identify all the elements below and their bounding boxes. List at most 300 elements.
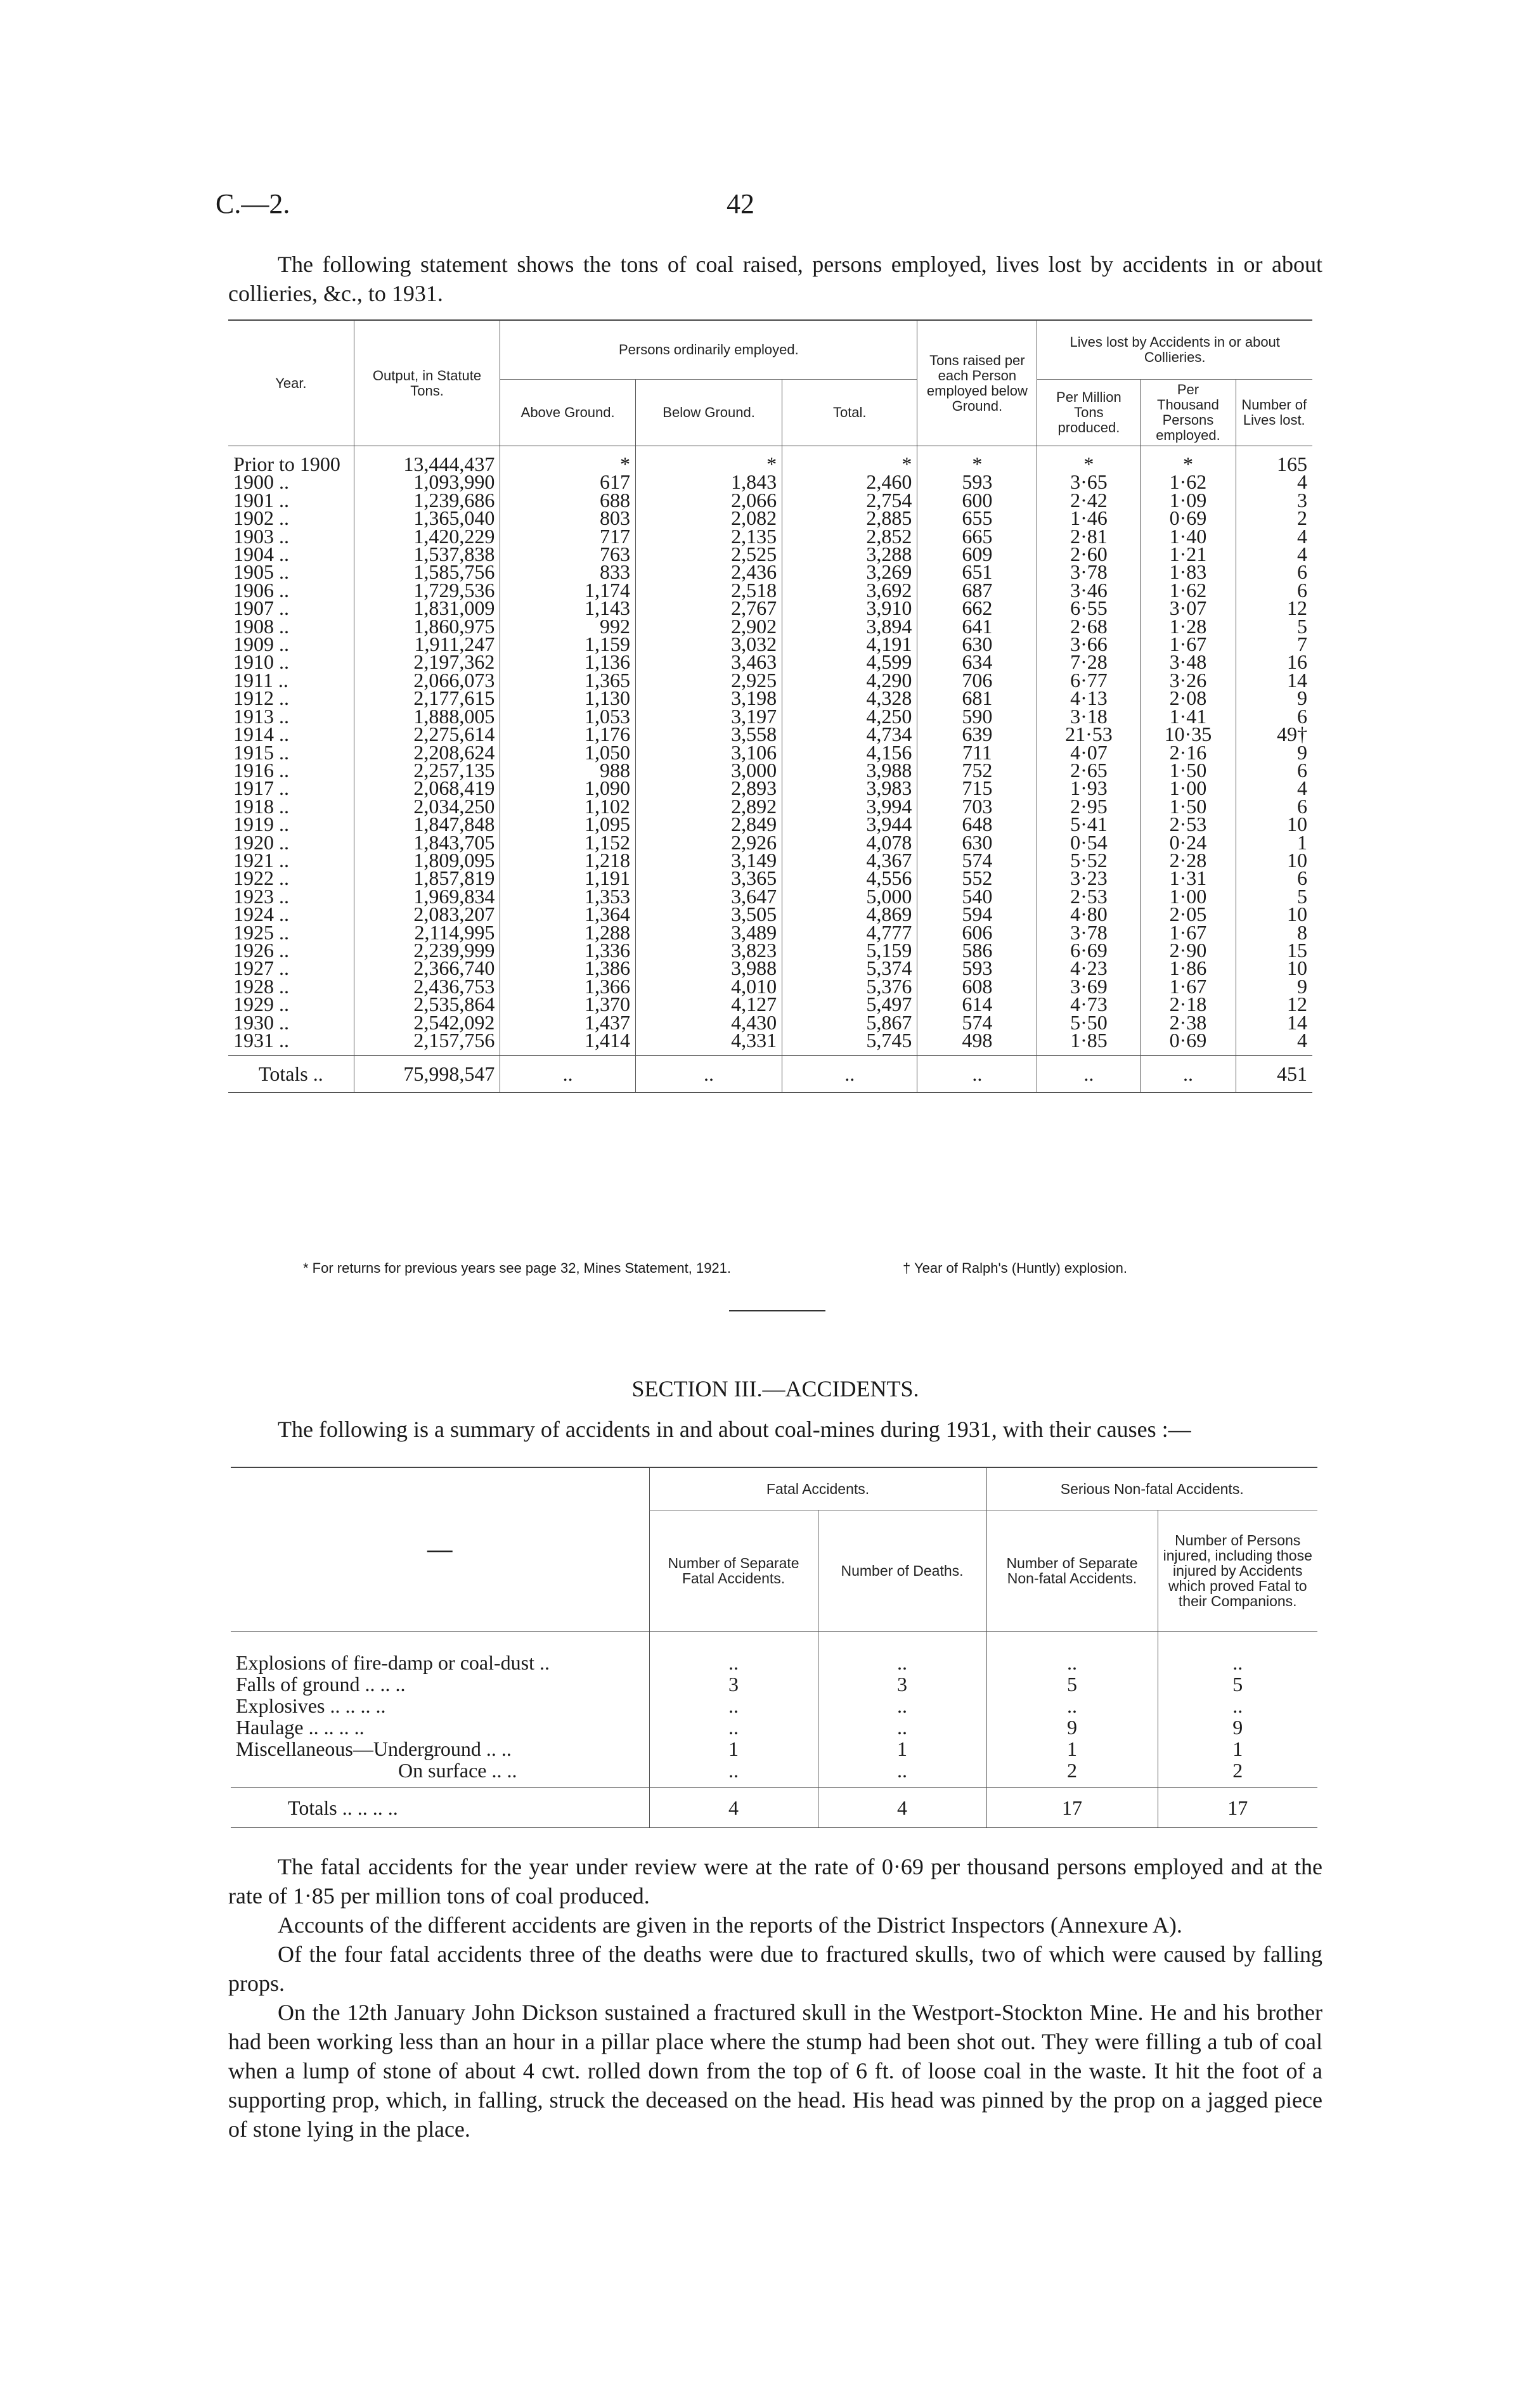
cell-output: 2,257,135	[354, 761, 500, 779]
cell-above-ground: 717	[500, 527, 636, 545]
total-per-million: ..	[1037, 1056, 1141, 1092]
cell-lives-lost: 49†	[1236, 725, 1312, 743]
cell-separate-nonfatal: 1	[986, 1738, 1158, 1760]
cell-tons-per-person: 594	[917, 905, 1037, 923]
cell-persons-injured: 9	[1158, 1716, 1317, 1738]
cell-per-million: 3·69	[1037, 977, 1141, 995]
cell-total-persons: 4,777	[782, 924, 917, 941]
cell-separate-fatal: ..	[649, 1695, 818, 1716]
cell-per-thousand: 10·35	[1141, 725, 1236, 743]
cell-above-ground: 1,218	[500, 851, 636, 869]
section-divider	[729, 1310, 825, 1311]
totals-row	[231, 1788, 1317, 1828]
cell-year: 1917 ..	[233, 776, 289, 800]
cell-below-ground: 1,843	[635, 473, 782, 491]
cell-tons-per-person: 703	[917, 797, 1037, 815]
cell-per-thousand: 1·67	[1141, 635, 1236, 653]
accidents-table-body	[231, 1632, 1317, 1828]
cell-lives-lost: 12	[1236, 599, 1312, 617]
cell-total-persons: 5,497	[782, 995, 917, 1013]
cell-total-persons: 3,894	[782, 617, 917, 635]
cell-per-thousand: 1·41	[1141, 707, 1236, 725]
cell-per-thousand: 1·31	[1141, 869, 1236, 887]
cell-lives-lost: 9	[1236, 689, 1312, 707]
cell-per-thousand: 1·86	[1141, 959, 1236, 977]
cell-tons-per-person: 590	[917, 707, 1037, 725]
cell-below-ground: 2,849	[635, 815, 782, 833]
cell-year: 1902 ..	[233, 506, 289, 530]
col-number-of-lives: Number of Lives lost.	[1236, 380, 1312, 446]
cell-below-ground: 3,000	[635, 761, 782, 779]
cell-per-million: 0·54	[1037, 834, 1141, 851]
cell-per-million: 6·69	[1037, 941, 1141, 959]
cell-total-persons: 2,754	[782, 491, 917, 509]
cell-lives-lost: 6	[1236, 563, 1312, 581]
cell-tons-per-person: 651	[917, 563, 1037, 581]
cell-cause: On surface .. ..	[398, 1759, 517, 1782]
cell-per-million: 2·81	[1037, 527, 1141, 545]
cell-above-ground: 1,050	[500, 744, 636, 761]
cell-year: 1916 ..	[233, 758, 289, 782]
cell-year: 1914 ..	[233, 723, 289, 746]
cell-year: 1908 ..	[233, 614, 289, 638]
cell-deaths: 3	[818, 1673, 986, 1695]
cell-lives-lost: 4	[1236, 527, 1312, 545]
cell-lives-lost: 6	[1236, 761, 1312, 779]
intro-paragraph: The following statement shows the tons of coal raised, persons employed, lives lost by accidents in or about collieries, &c., to 1931.	[228, 252, 1322, 306]
cell-total-persons: 5,374	[782, 959, 917, 977]
cell-per-million: 6·77	[1037, 671, 1141, 689]
cell-output: 2,157,756	[354, 1031, 500, 1056]
total-per-thousand: ..	[1141, 1056, 1236, 1092]
cell-year: 1901 ..	[233, 488, 289, 512]
cell-year: 1912 ..	[233, 686, 289, 710]
table-row	[231, 1738, 1317, 1760]
cell-tons-per-person: *	[917, 446, 1037, 473]
cell-per-million: 1·85	[1037, 1031, 1141, 1056]
cell-year: 1900 ..	[233, 470, 289, 494]
cell-below-ground: 3,463	[635, 653, 782, 671]
cell-above-ground: 833	[500, 563, 636, 581]
cell-output: 1,969,834	[354, 887, 500, 905]
cell-output: 2,208,624	[354, 744, 500, 761]
cell-output: 2,197,362	[354, 653, 500, 671]
cell-persons-injured: 5	[1158, 1673, 1317, 1695]
total-year: Totals ..	[228, 1056, 354, 1092]
cell-year: 1907 ..	[233, 596, 289, 620]
cell-output: 2,068,419	[354, 779, 500, 797]
group-lives-lost: Lives lost by Accidents in or about Collieries.	[1037, 320, 1312, 380]
cell-below-ground: 4,430	[635, 1014, 782, 1031]
cell-total-persons: 4,367	[782, 851, 917, 869]
cell-year: 1931 ..	[233, 1029, 289, 1052]
cell-tons-per-person: 655	[917, 509, 1037, 527]
cell-persons-injured: ..	[1158, 1695, 1317, 1716]
cell-above-ground: 1,191	[500, 869, 636, 887]
cell-persons-injured: 2	[1158, 1760, 1317, 1788]
total-lives-lost: 451	[1236, 1056, 1312, 1092]
cell-total-persons: 4,290	[782, 671, 917, 689]
body-text	[228, 1852, 1322, 2144]
cell-total-persons: 4,556	[782, 869, 917, 887]
cell-per-million: 4·23	[1037, 959, 1141, 977]
cell-tons-per-person: 609	[917, 545, 1037, 563]
cell-lives-lost: 2	[1236, 509, 1312, 527]
cell-tons-per-person: 681	[917, 689, 1037, 707]
cell-per-million: 5·52	[1037, 851, 1141, 869]
cell-below-ground: 3,988	[635, 959, 782, 977]
cell-lives-lost: 10	[1236, 815, 1312, 833]
cell-below-ground: 3,365	[635, 869, 782, 887]
cell-total-persons: 5,745	[782, 1031, 917, 1056]
cell-deaths: 1	[818, 1738, 986, 1760]
cell-per-million: 4·73	[1037, 995, 1141, 1013]
cell-deaths: ..	[818, 1716, 986, 1738]
cell-lives-lost: 4	[1236, 779, 1312, 797]
cell-below-ground: 2,925	[635, 671, 782, 689]
cell-lives-lost: 9	[1236, 744, 1312, 761]
cell-output: 2,535,864	[354, 995, 500, 1013]
cell-per-thousand: 1·00	[1141, 887, 1236, 905]
cell-per-million: 3·65	[1037, 473, 1141, 491]
cell-output: 2,436,753	[354, 977, 500, 995]
cell-tons-per-person: 687	[917, 581, 1037, 599]
cell-per-million: 2·68	[1037, 617, 1141, 635]
summary-intro: The following is a summary of accidents in and about coal-mines during 1931, with their causes :—	[278, 1417, 1191, 1442]
cell-year: 1905 ..	[233, 560, 289, 584]
cell-below-ground: *	[635, 446, 782, 473]
cell-total-persons: 3,988	[782, 761, 917, 779]
total-below-ground: ..	[635, 1056, 782, 1092]
col-separate-fatal: Number of Separate Fatal Accidents.	[649, 1510, 818, 1632]
cell-per-million: 3·46	[1037, 581, 1141, 599]
cell-output: 2,177,615	[354, 689, 500, 707]
cell-above-ground: 1,102	[500, 797, 636, 815]
cell-year: 1930 ..	[233, 1010, 289, 1034]
cell-per-thousand: 2·90	[1141, 941, 1236, 959]
cell-total-persons: 4,078	[782, 834, 917, 851]
cell-per-thousand: 2·53	[1141, 815, 1236, 833]
cell-tons-per-person: 608	[917, 977, 1037, 995]
cell-above-ground: 688	[500, 491, 636, 509]
total-above-ground: ..	[500, 1056, 636, 1092]
cell-total-persons: 4,156	[782, 744, 917, 761]
total-separate-fatal: 4	[649, 1788, 818, 1828]
col-per-thousand-persons: Per Thousand Persons employed.	[1141, 380, 1236, 446]
cell-above-ground: 1,130	[500, 689, 636, 707]
cell-output: 2,083,207	[354, 905, 500, 923]
cell-below-ground: 2,767	[635, 599, 782, 617]
cell-total-persons: 3,994	[782, 797, 917, 815]
cell-per-million: 3·78	[1037, 563, 1141, 581]
cell-tons-per-person: 540	[917, 887, 1037, 905]
cell-output: 2,542,092	[354, 1014, 500, 1031]
cell-year: 1906 ..	[233, 578, 289, 602]
cell-output: 1,911,247	[354, 635, 500, 653]
cell-below-ground: 3,505	[635, 905, 782, 923]
cell-lives-lost: 7	[1236, 635, 1312, 653]
cell-lives-lost: 6	[1236, 797, 1312, 815]
cell-output: 2,275,614	[354, 725, 500, 743]
cell-tons-per-person: 665	[917, 527, 1037, 545]
cell-year: 1925 ..	[233, 920, 289, 944]
total-separate-nonfatal: 17	[986, 1788, 1158, 1828]
col-persons-injured: Number of Persons injured, including those injured by Accidents which proved Fatal to their Companions.	[1158, 1510, 1317, 1632]
cell-lives-lost: 9	[1236, 977, 1312, 995]
cell-above-ground: 1,176	[500, 725, 636, 743]
cell-lives-lost: 3	[1236, 491, 1312, 509]
cell-per-million: 2·42	[1037, 491, 1141, 509]
cell-total-persons: 5,376	[782, 977, 917, 995]
cell-output: 1,888,005	[354, 707, 500, 725]
cell-year: Prior to 1900	[233, 453, 340, 475]
cell-lives-lost: 5	[1236, 617, 1312, 635]
col-above-ground: Above Ground.	[500, 380, 636, 446]
cell-year: 1924 ..	[233, 903, 289, 926]
cell-tons-per-person: 634	[917, 653, 1037, 671]
col-below-ground: Below Ground.	[635, 380, 782, 446]
cell-tons-per-person: 498	[917, 1031, 1037, 1056]
col-deaths: Number of Deaths.	[818, 1510, 986, 1632]
col-year: Year.	[228, 320, 354, 446]
table-row	[231, 1760, 1317, 1788]
cell-lives-lost: 10	[1236, 959, 1312, 977]
col-separate-nonfatal: Number of Separate Non-fatal Accidents.	[986, 1510, 1158, 1632]
cell-above-ground: 803	[500, 509, 636, 527]
cell-tons-per-person: 752	[917, 761, 1037, 779]
cell-above-ground: *	[500, 446, 636, 473]
cell-deaths: ..	[818, 1632, 986, 1674]
cell-below-ground: 3,032	[635, 635, 782, 653]
cell-lives-lost: 4	[1236, 1031, 1312, 1056]
cell-total-persons: 3,910	[782, 599, 917, 617]
cell-tons-per-person: 711	[917, 744, 1037, 761]
cell-total-persons: 2,852	[782, 527, 917, 545]
cell-per-thousand: 0·69	[1141, 509, 1236, 527]
table-row	[228, 1031, 1312, 1056]
cell-total-persons: 4,734	[782, 725, 917, 743]
cell-lives-lost: 15	[1236, 941, 1312, 959]
cell-below-ground: 3,197	[635, 707, 782, 725]
cell-below-ground: 2,893	[635, 779, 782, 797]
col-tons-per-person: Tons raised per each Person employed below Ground.	[917, 320, 1037, 446]
cell-per-million: 4·13	[1037, 689, 1141, 707]
cell-output: 2,066,073	[354, 671, 500, 689]
cell-year: 1923 ..	[233, 884, 289, 908]
cell-year: 1927 ..	[233, 956, 289, 980]
cell-output: 1,420,229	[354, 527, 500, 545]
cell-per-thousand: 1·09	[1141, 491, 1236, 509]
cell-per-thousand: 2·08	[1141, 689, 1236, 707]
cell-above-ground: 1,336	[500, 941, 636, 959]
cell-above-ground: 1,152	[500, 834, 636, 851]
cell-output: 1,365,040	[354, 509, 500, 527]
cell-lives-lost: 16	[1236, 653, 1312, 671]
cell-year: 1919 ..	[233, 813, 289, 836]
cell-below-ground: 3,558	[635, 725, 782, 743]
cell-separate-fatal: 3	[649, 1673, 818, 1695]
table-row	[231, 1716, 1317, 1738]
cell-deaths: ..	[818, 1695, 986, 1716]
cell-separate-nonfatal: 2	[986, 1760, 1158, 1788]
cell-lives-lost: 14	[1236, 1014, 1312, 1031]
cell-above-ground: 1,365	[500, 671, 636, 689]
cell-per-thousand: 0·24	[1141, 834, 1236, 851]
section-title: SECTION III.—ACCIDENTS.	[631, 1376, 919, 1401]
cell-per-thousand: 1·50	[1141, 761, 1236, 779]
cell-per-million: 2·60	[1037, 545, 1141, 563]
cell-total-persons: 5,159	[782, 941, 917, 959]
group-serious-nonfatal: Serious Non-fatal Accidents.	[986, 1467, 1317, 1510]
cell-total-persons: 3,983	[782, 779, 917, 797]
table-row	[228, 446, 1312, 473]
cell-per-thousand: 1·62	[1141, 473, 1236, 491]
cell-tons-per-person: 630	[917, 635, 1037, 653]
cell-tons-per-person: 706	[917, 671, 1037, 689]
group-fatal-accidents: Fatal Accidents.	[649, 1467, 986, 1510]
cell-total-persons: 4,599	[782, 653, 917, 671]
cell-output: 1,729,536	[354, 581, 500, 599]
cell-year: 1915 ..	[233, 740, 289, 764]
cell-total-persons: 5,867	[782, 1014, 917, 1031]
cell-per-thousand: 2·05	[1141, 905, 1236, 923]
cell-per-thousand: 1·67	[1141, 924, 1236, 941]
cell-output: 1,860,975	[354, 617, 500, 635]
cell-above-ground: 992	[500, 617, 636, 635]
cell-total-persons: 3,692	[782, 581, 917, 599]
cell-tons-per-person: 600	[917, 491, 1037, 509]
cell-per-thousand: 1·62	[1141, 581, 1236, 599]
cell-tons-per-person: 715	[917, 779, 1037, 797]
cell-cause: Explosions of fire-damp or coal-dust ..	[236, 1651, 550, 1674]
cell-below-ground: 3,647	[635, 887, 782, 905]
cell-year: 1929 ..	[233, 993, 289, 1016]
cell-tons-per-person: 593	[917, 959, 1037, 977]
cell-total-persons: *	[782, 446, 917, 473]
total-cause: Totals .. .. .. ..	[231, 1788, 649, 1828]
cell-per-million: 1·46	[1037, 509, 1141, 527]
cell-above-ground: 617	[500, 473, 636, 491]
total-tons-per-person: ..	[917, 1056, 1037, 1092]
cell-per-thousand: 3·07	[1141, 599, 1236, 617]
cell-above-ground: 1,288	[500, 924, 636, 941]
cell-lives-lost: 1	[1236, 834, 1312, 851]
cell-lives-lost: 10	[1236, 851, 1312, 869]
cell-above-ground: 1,437	[500, 1014, 636, 1031]
cell-per-thousand: 1·40	[1141, 527, 1236, 545]
cell-output: 1,809,095	[354, 851, 500, 869]
cell-per-thousand: 1·50	[1141, 797, 1236, 815]
cell-tons-per-person: 606	[917, 924, 1037, 941]
cell-persons-injured: ..	[1158, 1632, 1317, 1674]
cell-total-persons: 4,250	[782, 707, 917, 725]
cell-per-million: 7·28	[1037, 653, 1141, 671]
cell-below-ground: 3,106	[635, 744, 782, 761]
cell-total-persons: 5,000	[782, 887, 917, 905]
cell-separate-fatal: ..	[649, 1716, 818, 1738]
cell-year: 1926 ..	[233, 938, 289, 962]
cell-separate-nonfatal: ..	[986, 1695, 1158, 1716]
cell-per-million: 2·95	[1037, 797, 1141, 815]
cell-below-ground: 3,489	[635, 924, 782, 941]
cell-tons-per-person: 641	[917, 617, 1037, 635]
cell-per-thousand: 1·83	[1141, 563, 1236, 581]
document-reference: C.—2.	[216, 188, 290, 219]
cell-output: 2,366,740	[354, 959, 500, 977]
cell-tons-per-person: 648	[917, 815, 1037, 833]
cell-total-persons: 4,191	[782, 635, 917, 653]
cell-per-thousand: 1·21	[1141, 545, 1236, 563]
cell-above-ground: 1,136	[500, 653, 636, 671]
footnote-ralphs-explosion: † Year of Ralph's (Huntly) explosion.	[903, 1260, 1127, 1276]
cell-lives-lost: 4	[1236, 473, 1312, 491]
cell-per-million: 21·53	[1037, 725, 1141, 743]
cell-output: 1,857,819	[354, 869, 500, 887]
cell-lives-lost: 165	[1236, 446, 1312, 473]
cell-total-persons: 2,885	[782, 509, 917, 527]
cell-above-ground: 1,370	[500, 995, 636, 1013]
table-row	[231, 1695, 1317, 1716]
cell-year: 1913 ..	[233, 704, 289, 728]
cell-per-million: 1·93	[1037, 779, 1141, 797]
cell-per-million: 4·80	[1037, 905, 1141, 923]
cell-per-million: 4·07	[1037, 744, 1141, 761]
cell-output: 2,239,999	[354, 941, 500, 959]
cell-separate-nonfatal: ..	[986, 1632, 1158, 1674]
cell-above-ground: 1,090	[500, 779, 636, 797]
paragraph-rates: The fatal accidents for the year under review were at the rate of 0·69 per thousand persons employed and at the rate of 1·85 per million tons of coal produced.	[228, 1854, 1322, 1909]
cell-tons-per-person: 614	[917, 995, 1037, 1013]
cell-above-ground: 988	[500, 761, 636, 779]
cell-separate-fatal: ..	[649, 1632, 818, 1674]
cell-persons-injured: 1	[1158, 1738, 1317, 1760]
col-output: Output, in Statute Tons.	[354, 320, 500, 446]
cell-above-ground: 1,364	[500, 905, 636, 923]
cell-lives-lost: 5	[1236, 887, 1312, 905]
paragraph-accounts: Accounts of the different accidents are given in the reports of the District Inspectors (Annexure A).	[278, 1912, 1182, 1938]
cell-below-ground: 2,902	[635, 617, 782, 635]
cell-above-ground: 1,143	[500, 599, 636, 617]
totals-row	[228, 1056, 1312, 1092]
table-row	[231, 1632, 1317, 1674]
cell-below-ground: 2,082	[635, 509, 782, 527]
cell-lives-lost: 10	[1236, 905, 1312, 923]
cell-below-ground: 2,525	[635, 545, 782, 563]
cell-below-ground: 4,010	[635, 977, 782, 995]
cell-per-million: 6·55	[1037, 599, 1141, 617]
page-number: 42	[727, 188, 754, 219]
cell-total-persons: 3,269	[782, 563, 917, 581]
cell-per-million: 2·53	[1037, 887, 1141, 905]
cell-per-million: 3·18	[1037, 707, 1141, 725]
table-row	[231, 1673, 1317, 1695]
colliery-table-body	[228, 446, 1312, 1093]
cell-lives-lost: 6	[1236, 869, 1312, 887]
cell-lives-lost: 14	[1236, 671, 1312, 689]
cell-cause: Falls of ground .. .. ..	[236, 1673, 406, 1696]
cell-above-ground: 1,095	[500, 815, 636, 833]
cell-output: 1,585,756	[354, 563, 500, 581]
cell-output: 1,847,848	[354, 815, 500, 833]
cell-above-ground: 763	[500, 545, 636, 563]
cell-tons-per-person: 593	[917, 473, 1037, 491]
cell-below-ground: 3,823	[635, 941, 782, 959]
cell-deaths: ..	[818, 1760, 986, 1788]
cell-year: 1920 ..	[233, 830, 289, 854]
cell-separate-nonfatal: 5	[986, 1673, 1158, 1695]
cell-below-ground: 3,149	[635, 851, 782, 869]
cell-output: 13,444,437	[354, 446, 500, 473]
